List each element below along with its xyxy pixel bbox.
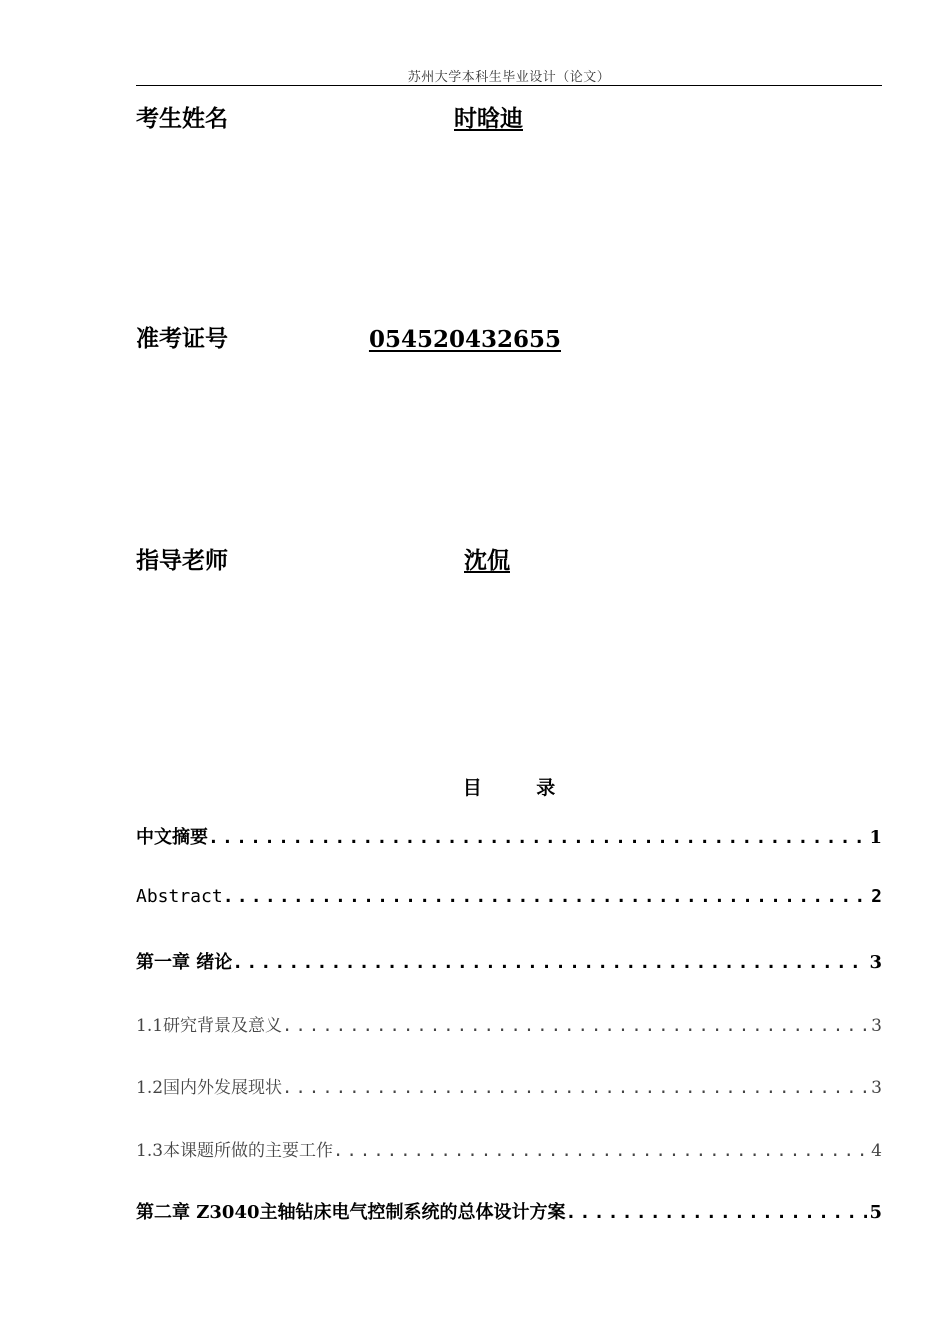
toc-leader <box>282 1016 869 1036</box>
toc-leader <box>566 1202 868 1223</box>
field-advisor <box>136 542 510 576</box>
advisor-label: 指导老师 <box>136 547 228 574</box>
toc-leader <box>282 1078 869 1098</box>
toc-entry[interactable] <box>136 1198 882 1224</box>
toc-entry[interactable] <box>136 1073 882 1099</box>
candidate-name-value: 时晗迪 <box>454 105 523 132</box>
toc-entry-text: 1.3本课题所做的主要工作 <box>136 1141 334 1161</box>
toc-entry-page: 3 <box>869 952 882 973</box>
running-header: 苏州大学本科生毕业设计（论文） <box>407 70 611 85</box>
exam-id-value: 054520432655 <box>368 326 561 353</box>
toc-entry-text: 第一章 绪论 <box>136 952 233 973</box>
toc-entry-text: 第二章 Z3040主轴钻床电气控制系统的总体设计方案 <box>136 1202 566 1223</box>
header-rule <box>136 85 882 86</box>
toc-entry[interactable] <box>136 948 882 974</box>
advisor-value: 沈侃 <box>464 547 510 574</box>
toc-entry-page: 4 <box>871 1141 882 1161</box>
field-candidate-name <box>136 100 523 134</box>
toc-entry-text: Abstract <box>136 886 223 907</box>
field-exam-id <box>136 320 561 354</box>
toc-entry[interactable] <box>136 1136 882 1162</box>
toc-leader <box>223 886 869 907</box>
toc-entry[interactable] <box>136 886 882 912</box>
toc-entry-text: 1.2国内外发展现状 <box>136 1078 283 1098</box>
toc-entry[interactable] <box>136 823 882 849</box>
exam-id-label: 准考证号 <box>136 325 228 352</box>
toc-entry-text: 中文摘要 <box>136 827 208 848</box>
toc-entry-page: 5 <box>869 1202 882 1223</box>
toc-leader <box>208 827 867 848</box>
toc-entry-page: 3 <box>871 1078 882 1098</box>
candidate-name-label: 考生姓名 <box>136 105 228 132</box>
toc-leader <box>333 1141 869 1161</box>
toc-entry-text: 1.1研究背景及意义 <box>136 1016 283 1036</box>
toc-entry-page: 2 <box>871 886 882 907</box>
toc-entry-page: 3 <box>871 1016 882 1036</box>
toc-leader <box>232 952 867 973</box>
toc-title: 目 录 <box>462 777 580 799</box>
toc-entry-page: 1 <box>869 827 882 848</box>
toc-entry[interactable] <box>136 1011 882 1037</box>
